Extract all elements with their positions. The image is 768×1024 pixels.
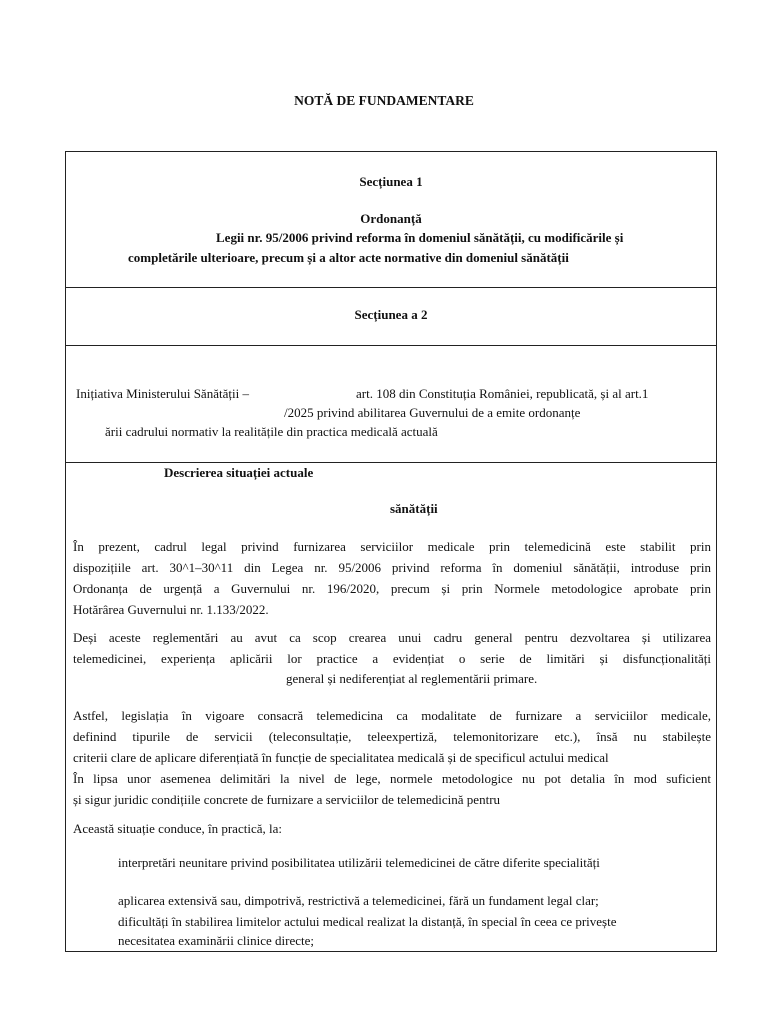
paragraph-line: Ordonanța de urgență a Guvernului nr. 196/2020, precum și prin Normele metodologice aprobate prin xyxy=(73,581,711,596)
section1-act-line2: completările ulterioare, precum și a altor acte normative din domeniul sănătății xyxy=(128,250,569,265)
section1-act-type: Ordonanță xyxy=(360,211,422,226)
paragraph-line: telemedicinei, experiența aplicării lor practice a evidențiat o serie de limitări și disfuncționalități xyxy=(73,651,711,666)
paragraph-limitations xyxy=(73,627,711,669)
paragraph-line: criterii clare de aplicare diferențiată în funcție de specialitatea medicală și de specificul actului medical xyxy=(73,750,609,765)
paragraph-line: Deși aceste reglementări au avut ca scop crearea unui cadru general pentru dezvoltarea și utilizarea xyxy=(73,630,711,645)
paragraph-line: dispozițiile art. 30^1–30^11 din Legea nr. 95/2006 privind reforma în domeniul sănătății, introduse prin xyxy=(73,560,711,575)
section1-act-line1: Legii nr. 95/2006 privind reforma în domeniul sănătății, cu modificările și xyxy=(216,230,624,245)
divider xyxy=(66,462,716,463)
document-title: NOTĂ DE FUNDAMENTARE xyxy=(294,93,474,108)
consequence-item: interpretări neunitare privind posibilitatea utilizării telemedicinei de către diferite specialități xyxy=(118,855,600,870)
section2-heading: Secțiunea a 2 xyxy=(354,307,428,322)
document-table xyxy=(65,151,717,952)
paragraph-line: Hotărârea Guvernului nr. 1.133/2022. xyxy=(73,602,269,617)
divider xyxy=(66,287,716,288)
paragraph-line: În prezent, cadrul legal privind furnizarea serviciilor medicale prin telemedicină este stabilit prin xyxy=(73,539,711,554)
section1-heading: Secțiunea 1 xyxy=(359,174,423,189)
paragraph-consequences-intro: Această situație conduce, în practică, la: xyxy=(73,821,282,836)
paragraph-line: definind tipurile de servicii (teleconsultație, teleexpertiză, telemonitorizare etc.), însă nu stabilește xyxy=(73,729,711,744)
paragraph-current-framework xyxy=(73,536,711,620)
paragraph-limitations-end: general și nediferențiat al reglementării primare. xyxy=(286,671,538,686)
paragraph-line: În lipsa unor asemenea delimitări la nivel de lege, normele metodologice nu pot detalia în mod suficient xyxy=(73,771,711,786)
consequence-item: dificultăți în stabilirea limitelor actului medical realizat la distanță, în special în ceea ce privește xyxy=(118,914,617,929)
description-heading: Descrierea situației actuale xyxy=(164,465,314,480)
paragraph-line: și sigur juridic condițiile concrete de furnizare a serviciilor de telemedicină pentru xyxy=(73,792,501,807)
motivation-line3: ării cadrului normativ la realitățile din practica medicală actuală xyxy=(105,424,438,439)
paragraph-legislation xyxy=(73,705,711,810)
paragraph-line: Astfel, legislația în vigoare consacră telemedicina ca modalitate de furnizare a serviciilor medicale, xyxy=(73,708,711,723)
consequence-item: necesitatea examinării clinice directe; xyxy=(118,933,314,948)
consequence-item: aplicarea extensivă sau, dimpotrivă, restrictivă a telemedicinei, fără un fundament legal clar; xyxy=(118,893,599,908)
motivation-line2: /2025 privind abilitarea Guvernului de a emite ordonanțe xyxy=(284,405,581,420)
divider xyxy=(66,345,716,346)
motivation-line1-b: art. 108 din Constituția României, republicată, și al art.1 xyxy=(356,386,649,401)
description-subheading: sănătății xyxy=(390,501,438,516)
motivation-line1-a: Inițiativa Ministerului Sănătății – xyxy=(76,386,249,401)
